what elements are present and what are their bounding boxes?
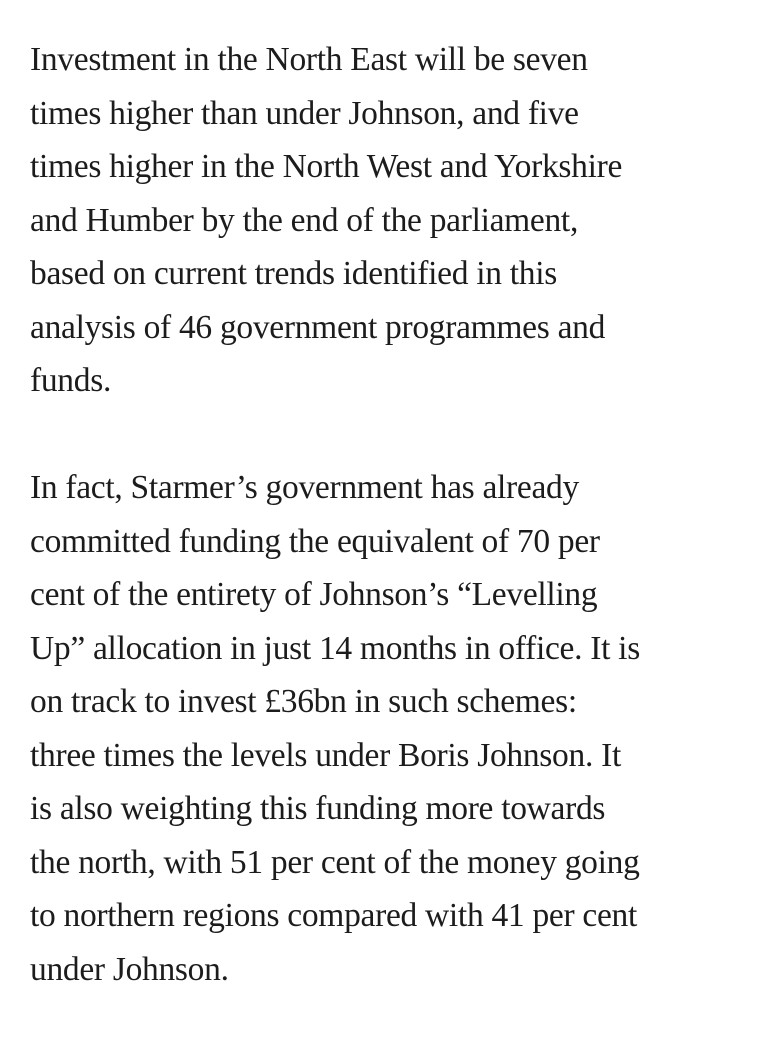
text-line: Up” allocation in just 14 months in office. It is	[30, 629, 640, 667]
text-line: on track to invest £36bn in such schemes:	[30, 683, 577, 720]
article-body	[30, 33, 750, 1050]
text-line: is also weighting this funding more towards	[30, 790, 606, 827]
text-line: funds.	[30, 362, 112, 399]
text-line: Investment in the North East will be seven	[30, 41, 588, 78]
text-line: In fact, Starmer’s government has already	[30, 469, 579, 506]
paragraph-starmer-funding	[30, 461, 750, 996]
text-line: three times the levels under Boris Johnson. It	[30, 736, 621, 774]
text-line: cent of the entirety of Johnson’s “Levelling	[30, 576, 598, 613]
text-line: analysis of 46 government programmes and	[30, 308, 606, 346]
text-line: the north, with 51 per cent of the money going	[30, 843, 640, 881]
paragraph-investment-multiples	[30, 33, 750, 408]
text-line: times higher in the North West and Yorkshire	[30, 148, 623, 185]
text-line: based on current trends identified in this	[30, 255, 557, 292]
text-line: times higher than under Johnson, and five	[30, 94, 579, 132]
text-line: and Humber by the end of the parliament,	[30, 201, 579, 239]
text-line: committed funding the equivalent of 70 per	[30, 522, 600, 560]
text-line: to northern regions compared with 41 per cent	[30, 897, 637, 934]
text-line: under Johnson.	[30, 950, 229, 988]
